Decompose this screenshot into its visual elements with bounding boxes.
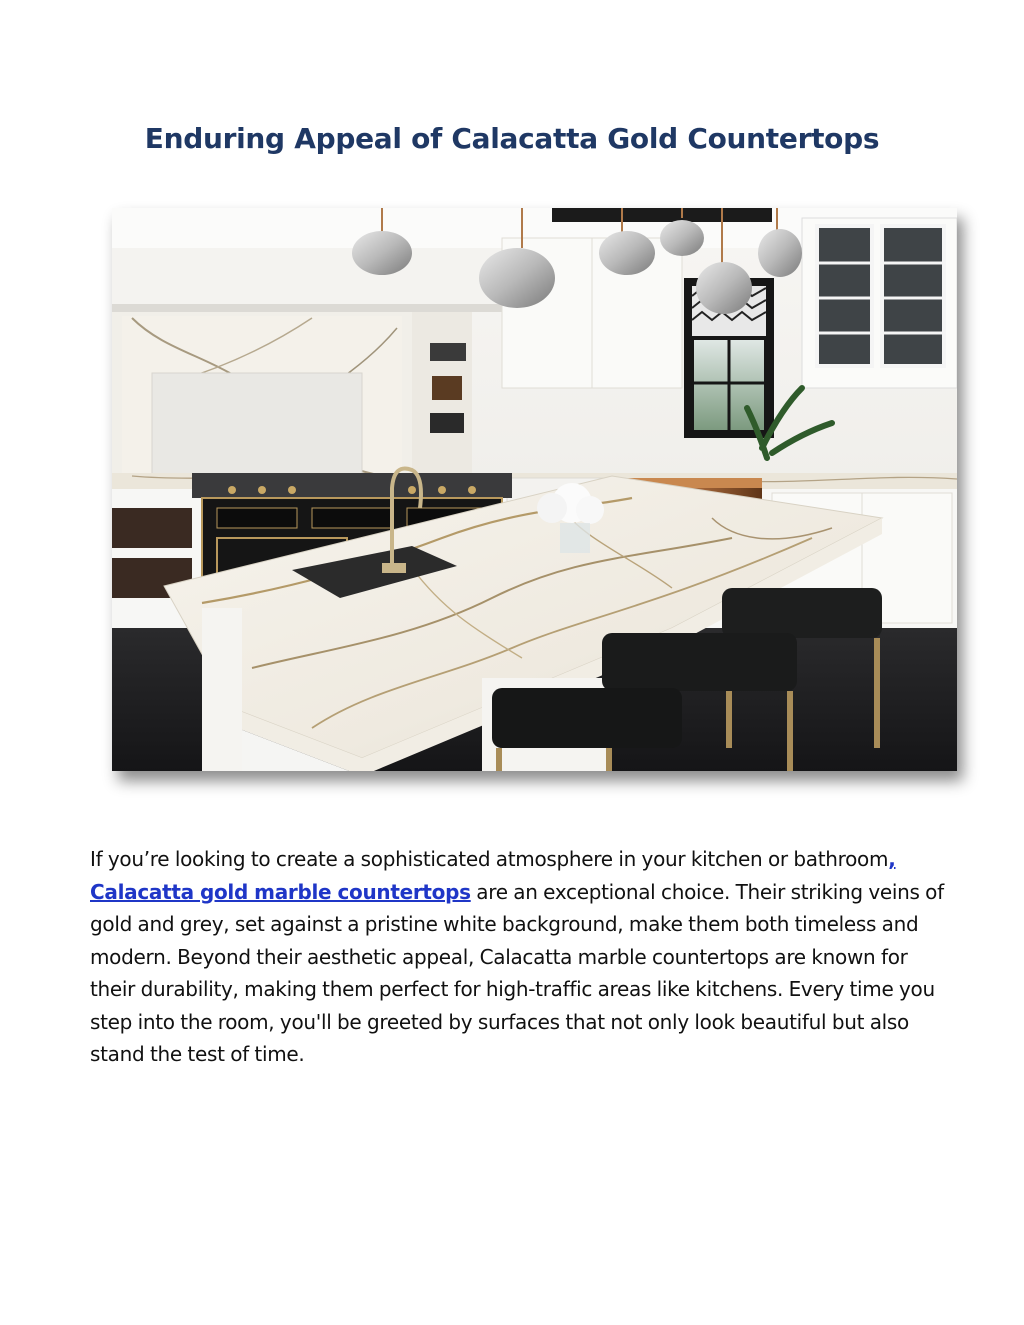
paragraph-text-end: are an exceptional choice. Their striking veins of gold and grey, set against a pristine white background, make them both timeless and modern. Beyond their aesthetic appeal, Calacatta marble countertops are known for their durability, making them perfect for high-traffic areas like kitchens. Every time you step into the room, you'll be greeted by surfaces that not only look beautiful but also stand the test of time. bbox=[90, 879, 944, 1066]
kitchen-illustration bbox=[112, 208, 957, 771]
paragraph-text-start: If you’re looking to create a sophisticated atmosphere in your kitchen or bathroom bbox=[90, 847, 889, 871]
body-paragraph bbox=[90, 843, 950, 1071]
kitchen-photo bbox=[112, 208, 957, 771]
page-title: Enduring Appeal of Calacatta Gold Countertops bbox=[144, 122, 880, 155]
calacatta-marble-link[interactable]: , Calacatta gold marble countertops bbox=[90, 847, 896, 904]
